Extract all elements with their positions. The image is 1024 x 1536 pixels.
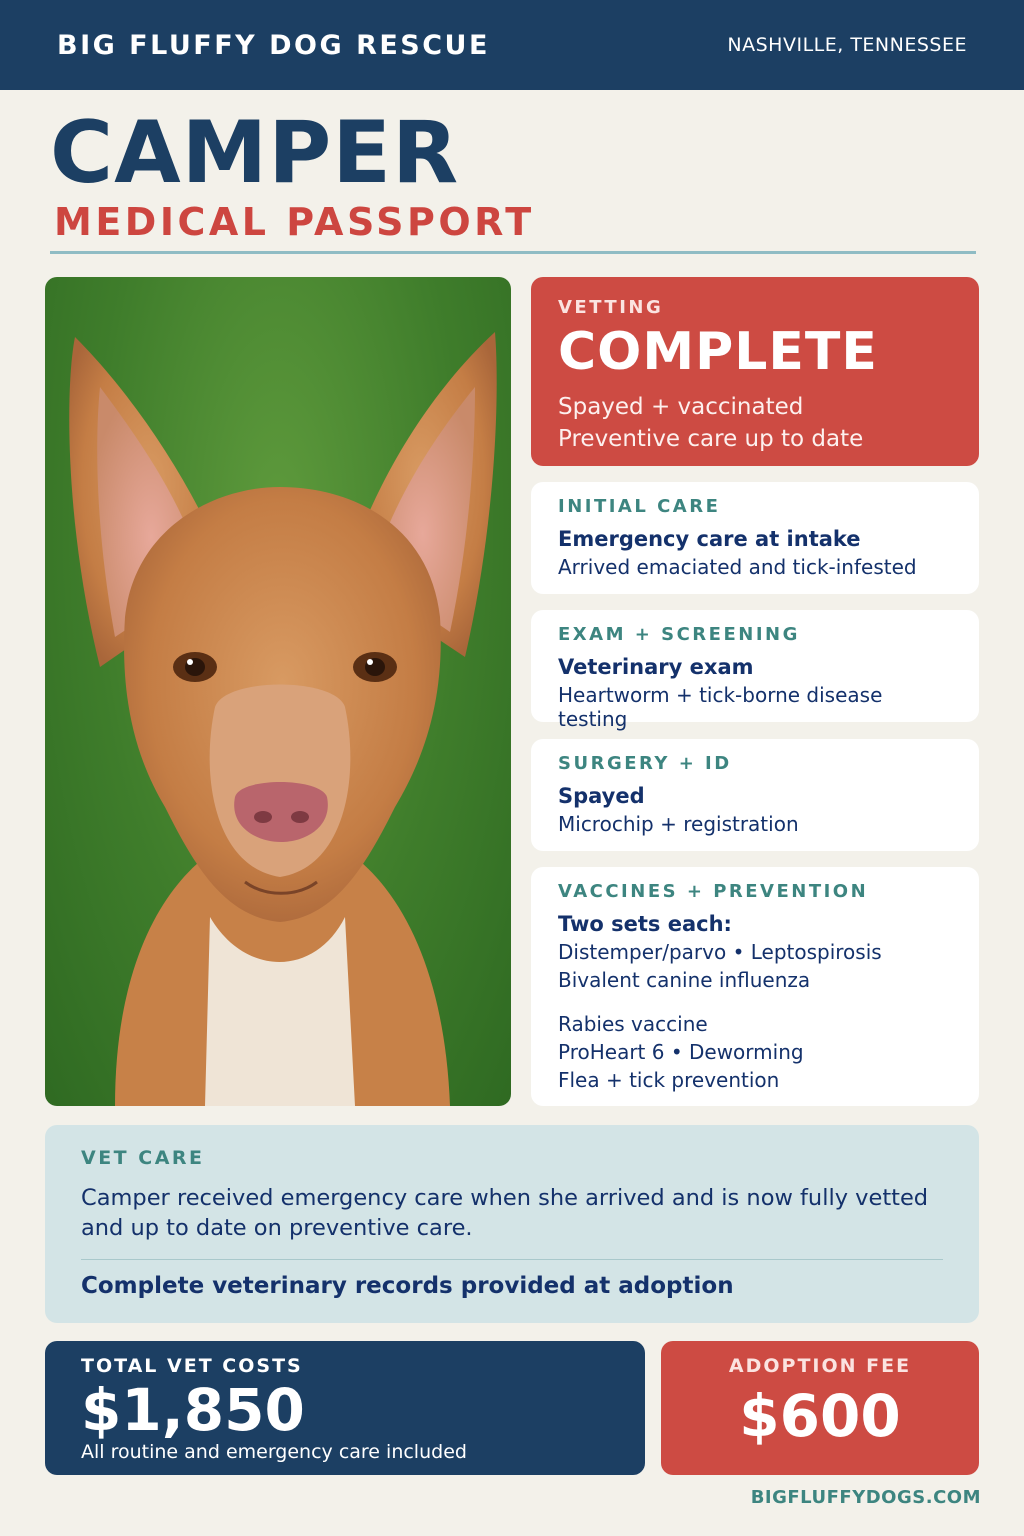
fee-amount: $600 xyxy=(739,1382,901,1450)
initial-care-heading: Emergency care at intake xyxy=(558,527,861,551)
location: NASHVILLE, TENNESSEE xyxy=(727,34,967,56)
header-bar xyxy=(0,0,1024,90)
costs-label: TOTAL VET COSTS xyxy=(81,1355,303,1377)
title-divider xyxy=(50,251,976,254)
vaccines-card xyxy=(531,867,979,1106)
surgery-card xyxy=(531,739,979,851)
exam-text: Heartworm + tick-borne disease testing xyxy=(558,683,883,731)
vetting-status-card xyxy=(531,277,979,466)
fee-label: ADOPTION FEE xyxy=(728,1355,912,1377)
initial-care-text: Arrived emaciated and tick-infested xyxy=(558,555,917,579)
vetting-label: VETTING xyxy=(558,297,664,318)
org-name: BIG FLUFFY DOG RESCUE xyxy=(57,29,490,61)
dog-illustration xyxy=(45,277,511,1106)
vaccines-line-5: Flea + tick prevention xyxy=(558,1068,780,1092)
exam-card xyxy=(531,610,979,731)
exam-heading: Veterinary exam xyxy=(558,655,754,679)
vaccines-category: VACCINES + PREVENTION xyxy=(558,881,869,902)
total-vet-costs-card xyxy=(45,1341,645,1475)
vetting-status: COMPLETE xyxy=(558,322,878,382)
dog-photo xyxy=(45,277,511,1106)
vet-care-panel xyxy=(45,1125,979,1323)
initial-care-category: INITIAL CARE xyxy=(558,496,721,517)
vaccines-line-3: Rabies vaccine xyxy=(558,1012,708,1036)
vaccines-line-4: ProHeart 6 • Deworming xyxy=(558,1040,804,1064)
vetting-line-2: Preventive care up to date xyxy=(558,426,864,452)
vet-care-category: VET CARE xyxy=(81,1147,205,1169)
surgery-heading: Spayed xyxy=(558,784,645,808)
website-link[interactable]: BIGFLUFFYDOGS.COM xyxy=(750,1487,981,1508)
vet-care-body: Camper received emergency care when she arrived and is now fully vetted and up to date on preventive care. xyxy=(81,1185,929,1241)
vaccines-line-1: Distemper/parvo • Leptospirosis xyxy=(558,940,882,964)
initial-care-card xyxy=(531,482,979,594)
surgery-text: Microchip + registration xyxy=(558,812,799,836)
costs-note: All routine and emergency care included xyxy=(81,1441,467,1463)
vet-care-divider xyxy=(81,1259,943,1260)
costs-amount: $1,850 xyxy=(81,1376,305,1444)
exam-category: EXAM + SCREENING xyxy=(558,624,800,645)
surgery-category: SURGERY + ID xyxy=(558,753,732,774)
adoption-fee-card xyxy=(661,1341,979,1475)
vaccines-line-2: Bivalent canine influenza xyxy=(558,968,811,992)
vaccines-heading: Two sets each: xyxy=(558,912,732,936)
page-subtitle: MEDICAL PASSPORT xyxy=(54,200,535,244)
vet-care-footer: Complete veterinary records provided at adoption xyxy=(81,1273,734,1300)
dog-name: CAMPER xyxy=(50,103,460,203)
vetting-line-1: Spayed + vaccinated xyxy=(558,394,804,420)
